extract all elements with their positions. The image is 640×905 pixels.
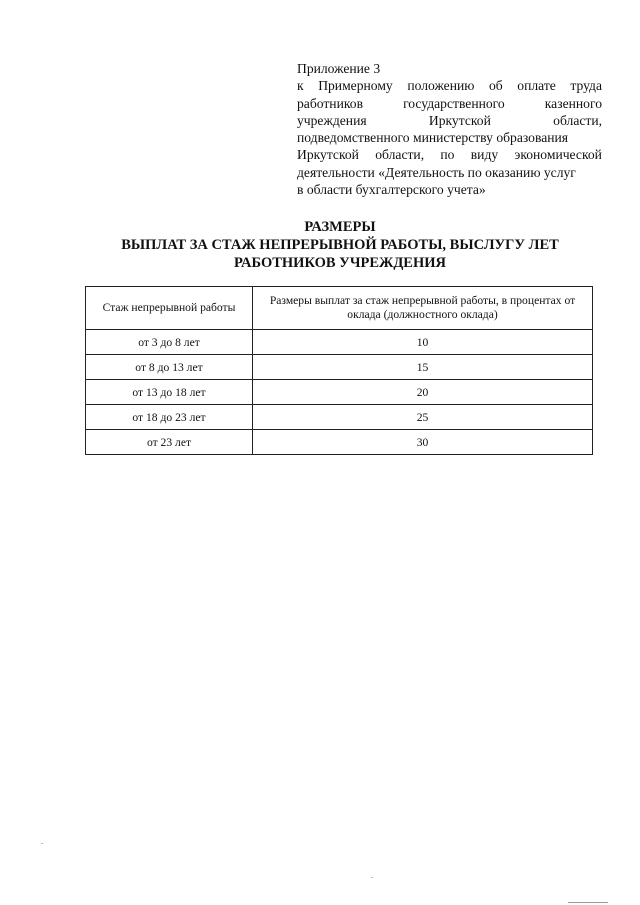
table-row — [86, 380, 593, 405]
appendix-text-line-7: деятельности «Деятельность по оказанию услуг — [297, 164, 576, 180]
header-seniority: Стаж непрерывной работы — [86, 287, 253, 330]
payment-percent: 20 — [253, 380, 593, 405]
seniority-period: от 3 до 8 лет — [86, 330, 253, 355]
seniority-payments-table — [85, 286, 593, 455]
payment-percent: 10 — [253, 330, 593, 355]
payment-percent: 25 — [253, 405, 593, 430]
scan-speck — [371, 877, 373, 878]
table-row — [86, 355, 593, 380]
appendix-text-line-4: учреждения Иркутской области, — [297, 112, 602, 128]
document-title — [80, 218, 600, 272]
seniority-period: от 18 до 23 лет — [86, 405, 253, 430]
appendix-note — [297, 60, 602, 198]
table-row — [86, 430, 593, 455]
seniority-period: от 13 до 18 лет — [86, 380, 253, 405]
scan-edge-line — [568, 902, 608, 903]
appendix-text-line-2: к Примерному положению об оплате труда — [297, 78, 602, 94]
title-line-1: РАЗМЕРЫ — [304, 219, 376, 235]
appendix-text-line-6: Иркутской области, по виду экономической — [297, 147, 602, 163]
table-row — [86, 330, 593, 355]
appendix-text-line-8: в области бухгалтерского учета» — [297, 182, 486, 198]
payment-percent: 30 — [253, 430, 593, 455]
appendix-text-line-3: работников государственного казенного — [297, 95, 602, 111]
table-row — [86, 405, 593, 430]
seniority-period: от 23 лет — [86, 430, 253, 455]
appendix-number: Приложение 3 — [297, 61, 381, 76]
appendix-text-line-5: подведомственного министерству образования — [297, 130, 569, 146]
header-payment-size: Размеры выплат за стаж непрерывной работы, в процентах от оклада (должностного оклада) — [253, 287, 593, 330]
scan-speck — [41, 843, 43, 844]
payment-percent: 15 — [253, 355, 593, 380]
title-line-2: ВЫПЛАТ ЗА СТАЖ НЕПРЕРЫВНОЙ РАБОТЫ, ВЫСЛУГУ ЛЕТ — [121, 237, 559, 253]
title-line-3: РАБОТНИКОВ УЧРЕЖДЕНИЯ — [233, 255, 447, 271]
table-header-row — [86, 287, 593, 330]
seniority-period: от 8 до 13 лет — [86, 355, 253, 380]
